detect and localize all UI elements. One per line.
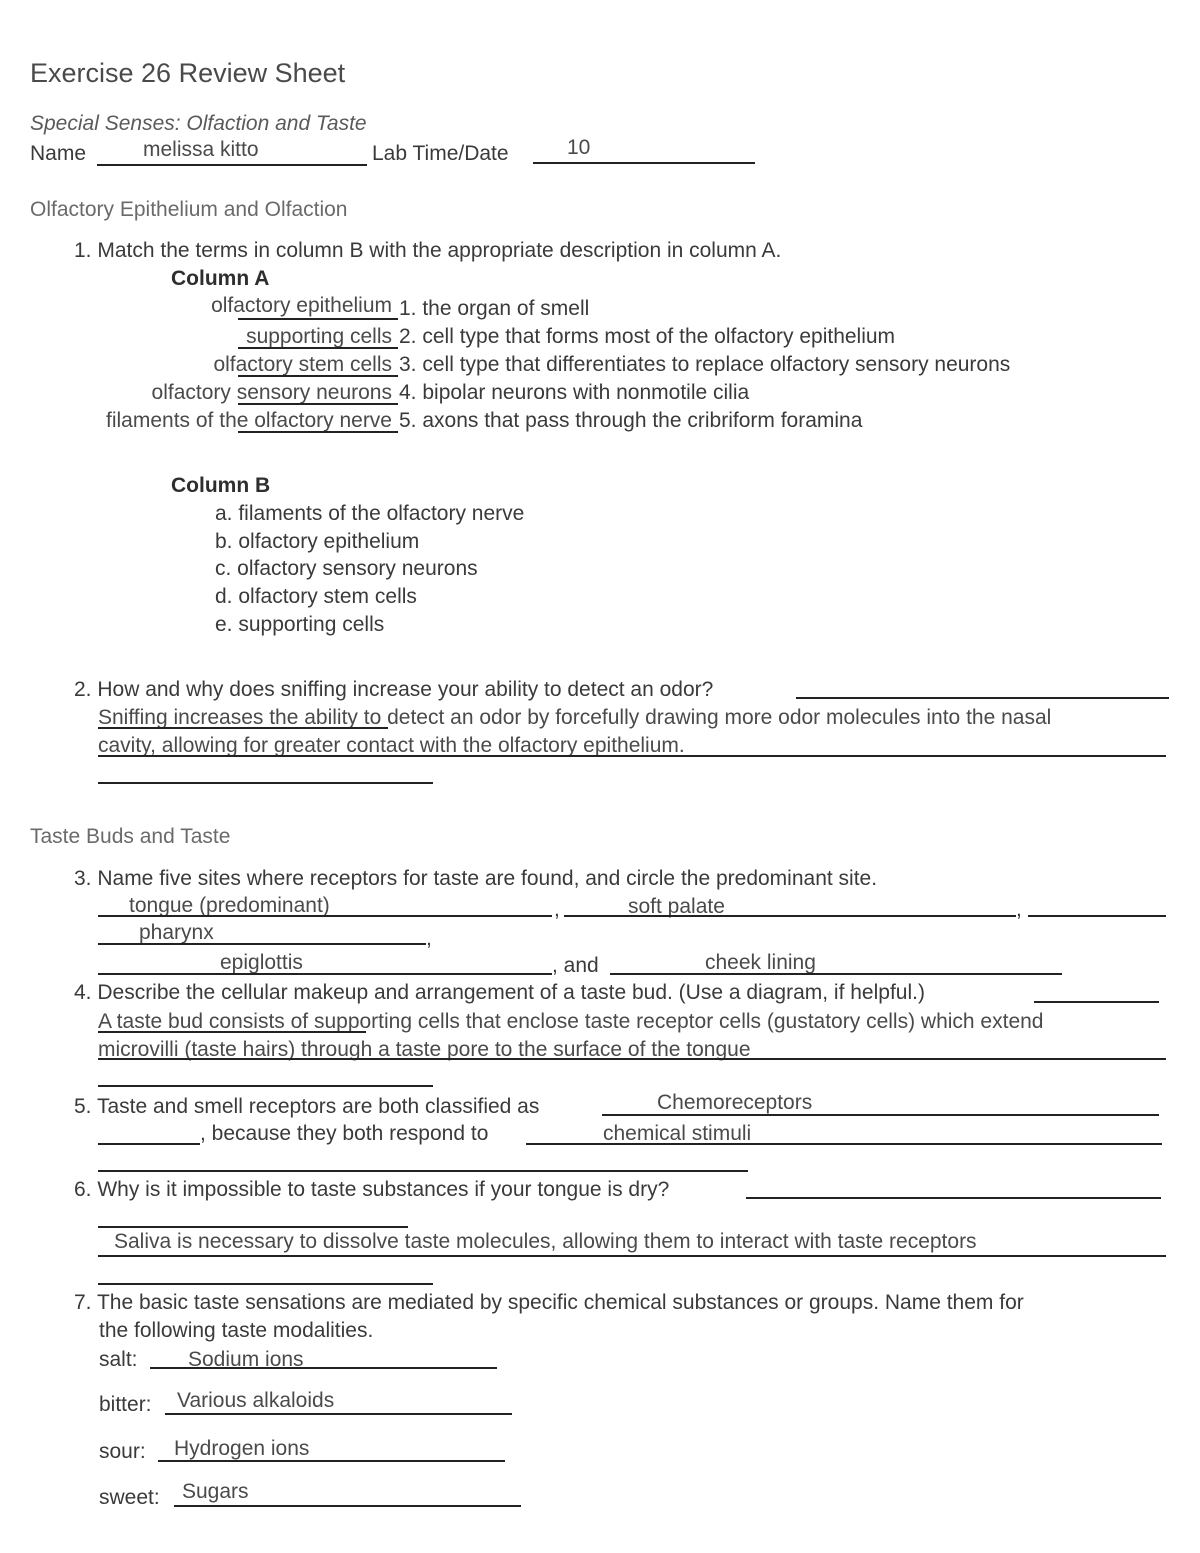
q1-desc-5: 5. axons that pass through the cribriform foramina [399, 409, 863, 432]
sweet-label: sweet: [99, 1486, 160, 1509]
q7-prompt-line-1: 7. The basic taste sensations are mediated by specific chemical substances or groups. Name them for [74, 1291, 1024, 1314]
q4-line-0 [1034, 1001, 1159, 1003]
sour-label: sour: [99, 1440, 146, 1463]
q5-prompt: 5. Taste and smell receptors are both classified as [74, 1095, 540, 1118]
name-label: Name [30, 142, 87, 165]
q1-answer-1[interactable]: olfactory epithelium [211, 294, 392, 317]
q3-site-5[interactable]: cheek lining [705, 951, 816, 974]
q5-answer-1[interactable]: Chemoreceptors [657, 1091, 813, 1114]
q6-line-1 [98, 1226, 408, 1228]
q6-answer[interactable]: Saliva is necessary to dissolve taste molecules, allowing them to interact with taste receptors [114, 1230, 977, 1253]
q3-site-5-line [610, 973, 1062, 975]
q1-answer-2[interactable]: supporting cells [246, 325, 392, 348]
q3-site-2-line [564, 915, 1016, 917]
q1-answer-4[interactable]: olfactory sensory neurons [151, 381, 392, 404]
q4-prompt: 4. Describe the cellular makeup and arrangement of a taste bud. (Use a diagram, if helpful.) [74, 981, 925, 1004]
q2-answer-line-2[interactable]: cavity, allowing for greater contact with the olfactory epithelium. [98, 734, 685, 757]
q1-answer-3-line [238, 375, 398, 377]
q2-answer-line-1[interactable]: Sniffing increases the ability to detect an odor by forcefully drawing more odor molecules into the nasal [98, 706, 1052, 729]
q1-answer-2-line [238, 347, 398, 349]
salt-answer[interactable]: Sodium ions [188, 1348, 304, 1371]
page-subtitle: Special Senses: Olfaction and Taste [30, 112, 367, 135]
q6-answer-line [98, 1255, 1166, 1257]
q6-prompt: 6. Why is it impossible to taste substances if your tongue is dry? [74, 1178, 670, 1201]
q3-comma: , [426, 927, 432, 950]
q5-answer-2[interactable]: chemical stimuli [603, 1122, 752, 1145]
q3-site-3-line [98, 943, 426, 945]
q4-line-3 [98, 1085, 433, 1087]
bitter-answer[interactable]: Various alkaloids [177, 1389, 335, 1412]
name-underline [97, 164, 367, 166]
column-b-item: a. filaments of the olfactory nerve [215, 502, 525, 525]
q3-site-1[interactable]: tongue (predominant) [129, 894, 330, 917]
lab-time-field[interactable]: 10 [567, 136, 591, 159]
q1-answer-4-line [238, 403, 398, 405]
lab-time-label: Lab Time/Date [372, 142, 509, 165]
lab-time-underline [533, 162, 755, 164]
q4-line-1 [98, 1031, 366, 1033]
column-b-label: Column B [171, 474, 271, 497]
q7-prompt-line-2: the following taste modalities. [99, 1319, 374, 1342]
q4-line-2 [98, 1058, 1166, 1060]
q5-answer-1-line [602, 1114, 1159, 1116]
q4-answer-line-1[interactable]: A taste bud consists of supporting cells that enclose taste receptor cells (gustatory cells) which extend [98, 1010, 1044, 1033]
salt-label: salt: [99, 1348, 138, 1371]
q5-answer-1-line-cont [98, 1143, 200, 1145]
column-b-item: c. olfactory sensory neurons [215, 557, 478, 580]
salt-answer-line [150, 1367, 497, 1369]
q2-line-3 [98, 782, 433, 784]
bitter-label: bitter: [99, 1393, 152, 1416]
q3-prompt: 3. Name five sites where receptors for taste are found, and circle the predominant site. [74, 867, 878, 890]
q3-comma: , [554, 898, 560, 921]
q3-site-3[interactable]: pharynx [139, 921, 214, 944]
sour-answer-line [158, 1460, 505, 1462]
q3-site-1-line [98, 915, 552, 917]
q1-answer-5-line [238, 431, 398, 433]
q2-line-2 [98, 755, 1166, 757]
q5-answer-2-line-cont [98, 1170, 748, 1172]
column-b-item: d. olfactory stem cells [215, 585, 417, 608]
q3-site-4[interactable]: epiglottis [220, 951, 303, 974]
q3-comma: , [1016, 898, 1022, 921]
q1-answer-5[interactable]: filaments of the olfactory nerve [106, 409, 392, 432]
column-b-item: b. olfactory epithelium [215, 530, 420, 553]
q2-prompt: 2. How and why does sniffing increase your ability to detect an odor? [74, 678, 714, 701]
column-b-item: e. supporting cells [215, 613, 385, 636]
section-heading-taste: Taste Buds and Taste [30, 825, 231, 848]
q1-prompt: 1. Match the terms in column B with the appropriate description in column A. [74, 239, 782, 262]
q6-line-3 [98, 1283, 433, 1285]
q1-desc-2: 2. cell type that forms most of the olfactory epithelium [399, 325, 896, 348]
q3-site-4-line [98, 973, 552, 975]
column-a-label: Column A [171, 267, 270, 290]
name-field[interactable]: melissa kitto [143, 138, 259, 161]
q2-line-0 [796, 697, 1169, 699]
section-heading-olfaction: Olfactory Epithelium and Olfaction [30, 198, 348, 221]
q5-because: , because they both respond to [200, 1122, 489, 1145]
q5-answer-2-line [526, 1143, 1162, 1145]
q1-answer-3[interactable]: olfactory stem cells [213, 353, 392, 376]
q1-desc-4: 4. bipolar neurons with nonmotile cilia [399, 381, 750, 404]
q1-desc-1: 1. the organ of smell [399, 297, 590, 320]
q1-answer-1-line [238, 318, 398, 320]
sweet-answer[interactable]: Sugars [182, 1480, 249, 1503]
bitter-answer-line [165, 1413, 512, 1415]
q3-and: , and [552, 954, 599, 977]
q3-site-2[interactable]: soft palate [628, 895, 725, 918]
q1-desc-3: 3. cell type that differentiates to replace olfactory sensory neurons [399, 353, 1011, 376]
q6-line-0 [746, 1197, 1161, 1199]
sweet-answer-line [174, 1505, 521, 1507]
page-title: Exercise 26 Review Sheet [30, 58, 346, 88]
q3-site-3-line-start [1028, 915, 1166, 917]
q4-answer-line-2[interactable]: microvilli (taste hairs) through a taste pore to the surface of the tongue [98, 1038, 751, 1061]
q2-line-1 [98, 727, 388, 729]
sour-answer[interactable]: Hydrogen ions [174, 1437, 310, 1460]
